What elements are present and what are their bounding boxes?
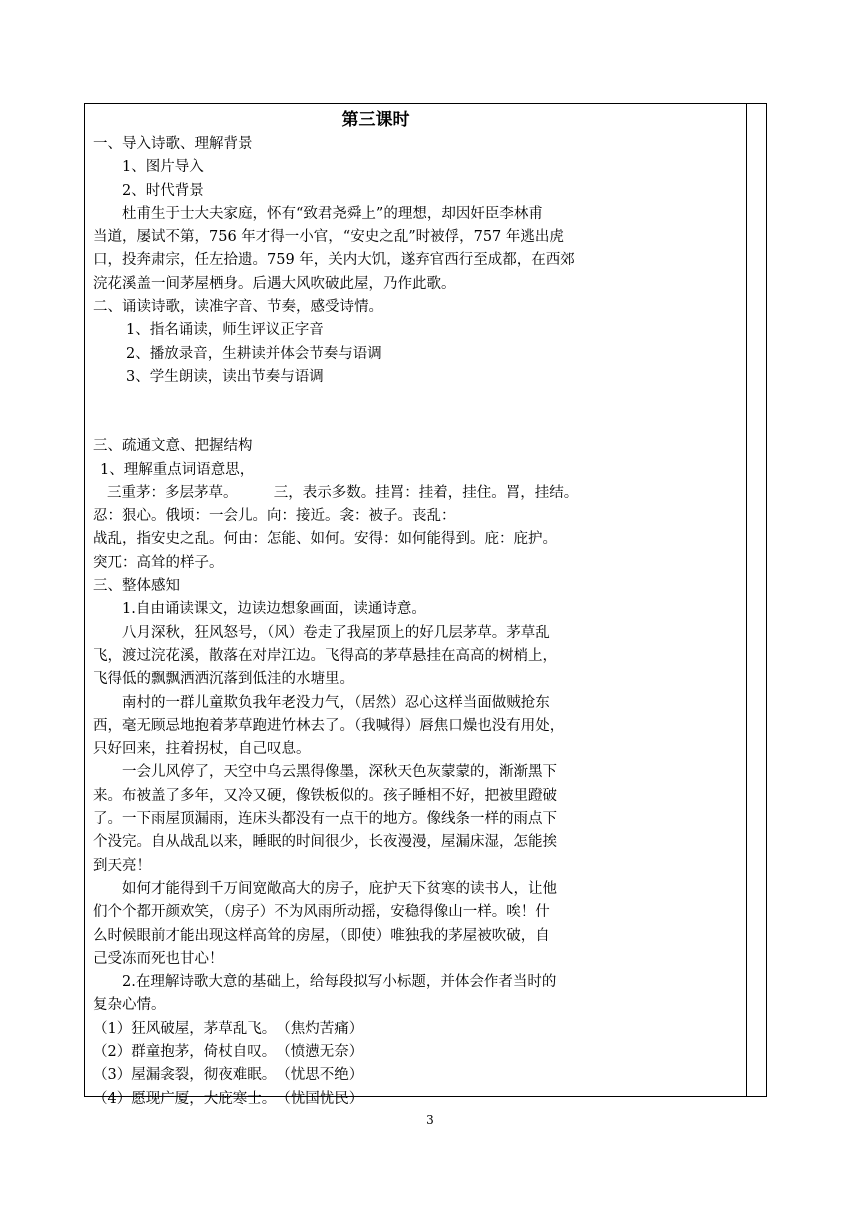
paragraph-line: 飞，渡过浣花溪，散落在对岸江边。飞得高的茅草悬挂在高高的树梢上， <box>93 647 557 664</box>
section-heading: 一、导入诗歌、理解背景 <box>93 136 253 152</box>
paragraph-line: 了。一下雨屋顶漏雨，连床头都没有一点干的地方。像线条一样的雨点下 <box>93 811 557 828</box>
paragraph-line: 浣花溪盖一间茅屋栖身。后遇大风吹破此屋，乃作此歌。 <box>93 275 456 292</box>
paragraph-line: 口，投奔肃宗，任左拾遗。759 年，关内大饥，遂弃官西行至成都，在西郊 <box>93 252 575 269</box>
section-heading: 三、整体感知 <box>93 578 180 595</box>
paragraph-line: 复杂心情。 <box>93 997 166 1014</box>
paragraph-line: 突兀：高耸的样子。 <box>93 554 224 571</box>
section-heading: 二、诵读诗歌，读准字音、节奏，感受诗情。 <box>93 299 383 316</box>
lesson-table <box>84 103 767 1107</box>
spacer <box>93 389 658 435</box>
paragraph-line: 杜甫生于士大夫家庭，怀有“致君尧舜上”的理想，却因奸臣李林甫 <box>122 205 543 222</box>
list-item: 1.自由诵读课文，边读边想象画面，读通诗意。 <box>122 601 426 618</box>
list-item: 1、指名诵读，师生评议正字音 <box>126 322 324 339</box>
list-item: 3、学生朗读，读出节奏与语调 <box>126 368 324 385</box>
subtitle-item: （2）群童抱茅，倚杖自叹。 （愤懑无奈） <box>93 1043 364 1060</box>
paragraph-line: 飞得低的飘飘洒洒沉落到低洼的水塘里。 <box>93 671 354 688</box>
paragraph-line: 么时候眼前才能出现这样高耸的房屋，（即使）唯独我的茅屋被吹破，自 <box>93 927 550 944</box>
subtitle-item: （1）狂风破屋，茅草乱飞。 （焦灼苦痛） <box>93 1020 364 1037</box>
paragraph-line: 到天亮！ <box>93 857 151 874</box>
paragraph-line: 们个个都开颜欢笑，（房子）不为风雨所动摇，安稳得像山一样。唉！什 <box>93 904 550 921</box>
paragraph-line: 三重茅：多层茅草。 三，表示多数。挂罥：挂着，挂住。罥，挂结。 <box>107 484 579 501</box>
subtitle-item: （4）愿现广厦，大庇寒士。 （忧国忧民） <box>93 1090 364 1107</box>
paragraph-line: 己受冻而死也甘心！ <box>93 950 224 967</box>
paragraph-line: 来。布被盖了多年，又冷又硬，像铁板似的。孩子睡相不好，把被里蹬破 <box>93 787 557 804</box>
paragraph-line: 忍：狠心。俄顷：一会儿。向：接近。衾：被子。丧乱： <box>93 508 456 525</box>
paragraph-line: 西，毫无顾忌地抱着茅草跑进竹林去了。（我喊得）唇焦口燥也没有用处， <box>93 717 565 734</box>
list-item: 1、理解重点词语意思， <box>100 461 255 478</box>
paragraph-line: 只好回来，拄着拐杖，自己叹息。 <box>93 741 311 758</box>
list-item: 2、播放录音，生耕读并体会节奏与语调 <box>126 345 382 362</box>
paragraph-line: 南村的一群儿童欺负我年老没力气，（居然）忍心这样当面做贼抢东 <box>122 694 550 711</box>
column-divider <box>746 104 747 1096</box>
list-item: 2、时代背景 <box>122 182 204 199</box>
paragraph-line: 如何才能得到千万间宽敞高大的房子，庇护天下贫寒的读书人，让他 <box>122 880 557 897</box>
paragraph-line: 个没完。自从战乱以来，睡眠的时间很少，长夜漫漫，屋漏床湿，怎能挨 <box>93 834 557 851</box>
page-number: 3 <box>426 1113 434 1127</box>
lesson-title: 第三课时 <box>341 110 410 130</box>
list-item: 1、图片导入 <box>122 159 204 176</box>
paragraph-line: 战乱，指安史之乱。何由：怎能、如何。安得：如何能得到。庇：庇护。 <box>93 531 557 548</box>
list-item: 2.在理解诗歌大意的基础上，给每段拟写小标题，并体会作者当时的 <box>122 974 557 991</box>
lesson-content <box>93 107 658 1111</box>
paragraph-line: 八月深秋，狂风怒号，（风）卷走了我屋顶上的好几层茅草。茅草乱 <box>122 624 550 641</box>
subtitle-item: （3）屋漏衾裂，彻夜难眠。 （忧思不绝） <box>93 1067 364 1084</box>
paragraph-line: 当道，屡试不第，756 年才得一小官，“安史之乱”时被俘，757 年逃出虎 <box>93 229 564 246</box>
section-heading: 三、疏通文意、把握结构 <box>93 438 253 455</box>
paragraph-line: 一会儿风停了，天空中乌云黑得像墨，深秋天色灰蒙蒙的，渐渐黑下 <box>122 764 557 781</box>
